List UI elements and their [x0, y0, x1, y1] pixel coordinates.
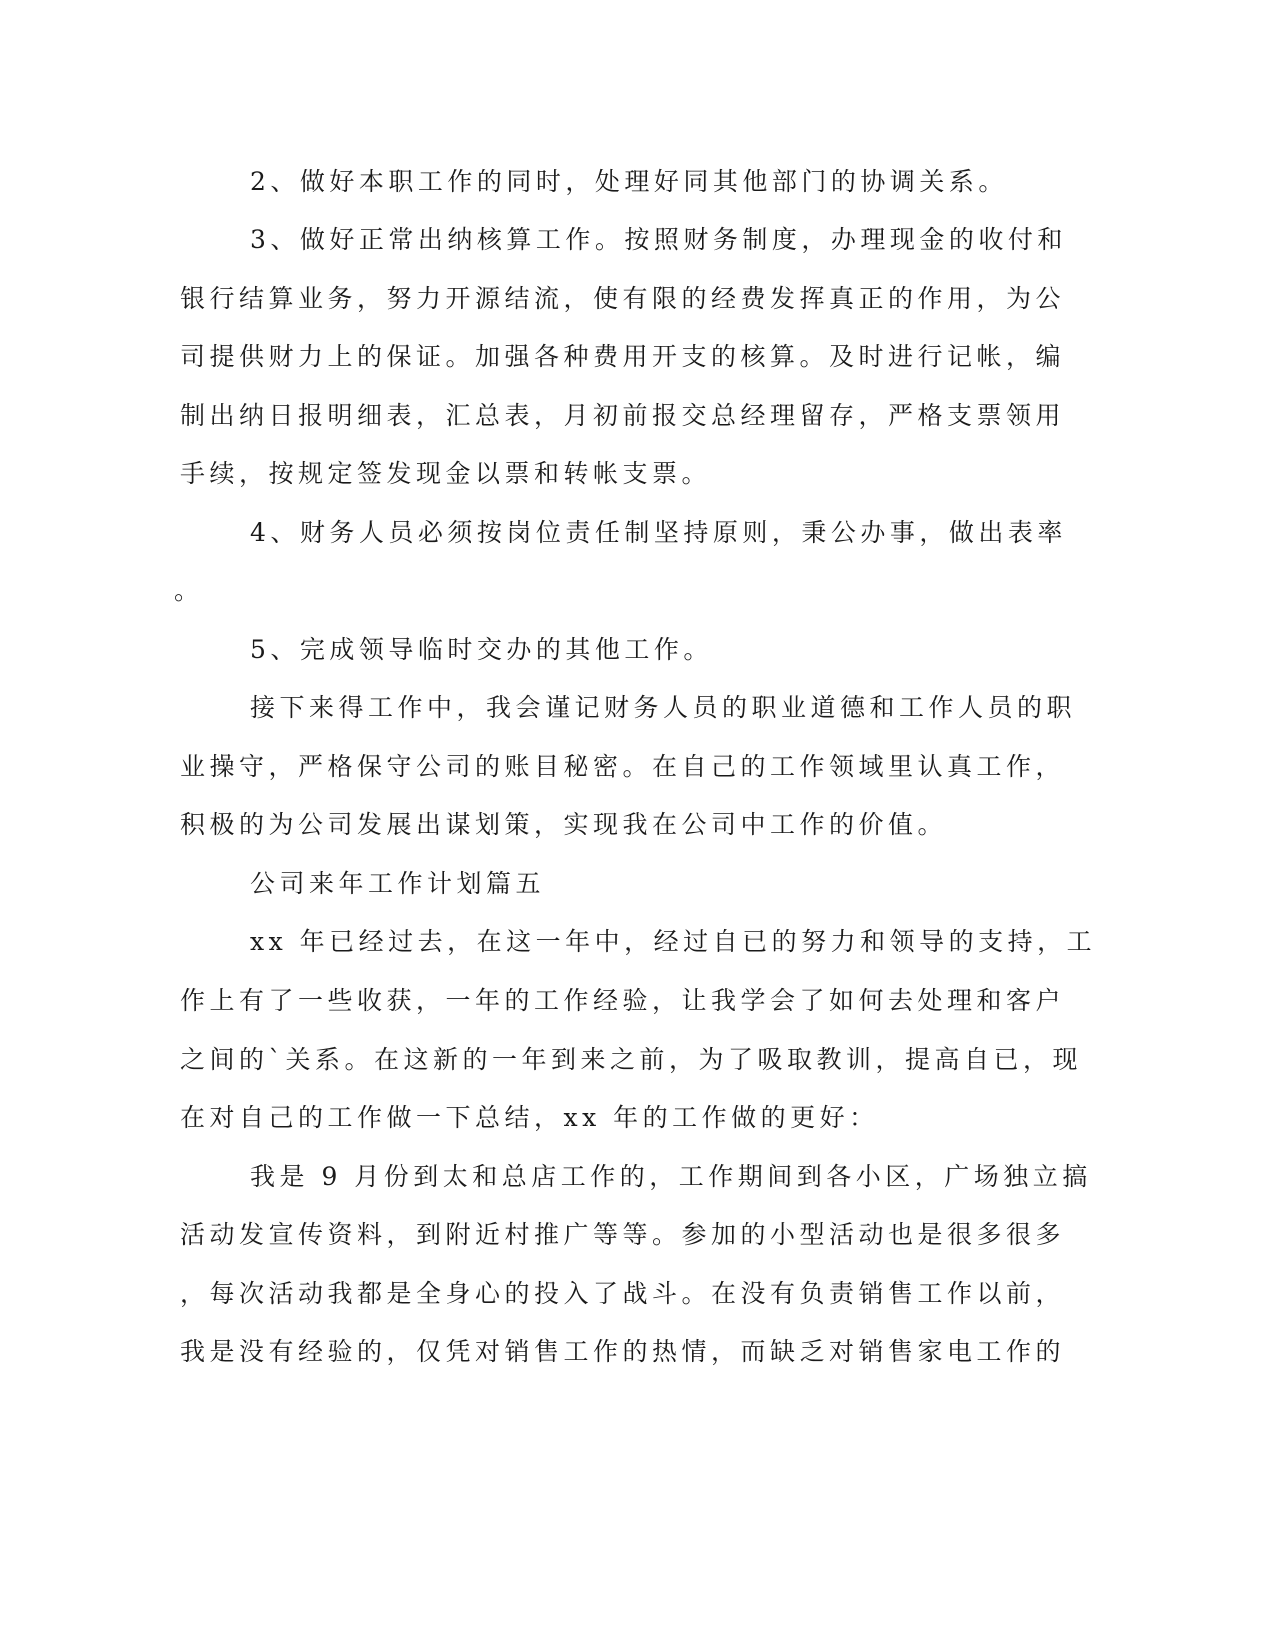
text-line: 2、做好本职工作的同时，处理好同其他部门的协调关系。 [250, 167, 1008, 196]
text-line: 制出纳日报明细表，汇总表，月初前报交总经理留存，严格支票领用 [180, 401, 1066, 430]
text-line: 。 [174, 576, 204, 605]
text-line: 在对自己的工作做一下总结，xx 年的工作做的更好： [180, 1103, 879, 1132]
text-line: ，每次活动我都是全身心的投入了战斗。在没有负责销售工作以前， [180, 1279, 1066, 1308]
text-line: xx 年已经过去，在这一年中，经过自已的努力和领导的支持，工 [250, 927, 1097, 956]
text-line: 3、做好正常出纳核算工作。按照财务制度，办理现金的收付和 [250, 225, 1067, 254]
text-line: 5、完成领导临时交办的其他工作。 [250, 635, 713, 664]
text-line: 司提供财力上的保证。加强各种费用开支的核算。及时进行记帐，编 [180, 342, 1066, 371]
text-line: 接下来得工作中，我会谨记财务人员的职业道德和工作人员的职 [250, 693, 1077, 722]
text-line: 银行结算业务，努力开源结流，使有限的经费发挥真正的作用，为公 [180, 284, 1066, 313]
text-line: 积极的为公司发展出谋划策，实现我在公司中工作的价值。 [180, 810, 948, 839]
text-line: 手续，按规定签发现金以票和转帐支票。 [180, 459, 712, 488]
section-heading: 公司来年工作计划篇五 [250, 869, 546, 898]
text-line: 我是没有经验的，仅凭对销售工作的热情，而缺乏对销售家电工作的 [180, 1337, 1066, 1366]
text-line: 作上有了一些收获，一年的工作经验，让我学会了如何去处理和客户 [180, 986, 1066, 1015]
text-line: 业操守，严格保守公司的账目秘密。在自己的工作领域里认真工作， [180, 752, 1066, 781]
text-line: 之间的`关系。在这新的一年到来之前，为了吸取教训，提高自已，现 [180, 1045, 1083, 1074]
text-line: 4、财务人员必须按岗位责任制坚持原则，秉公办事，做出表率 [250, 518, 1067, 547]
text-line: 我是 9 月份到太和总店工作的，工作期间到各小区，广场独立搞 [250, 1162, 1092, 1191]
text-line: 活动发宣传资料，到附近村推广等等。参加的小型活动也是很多很多 [180, 1220, 1066, 1249]
